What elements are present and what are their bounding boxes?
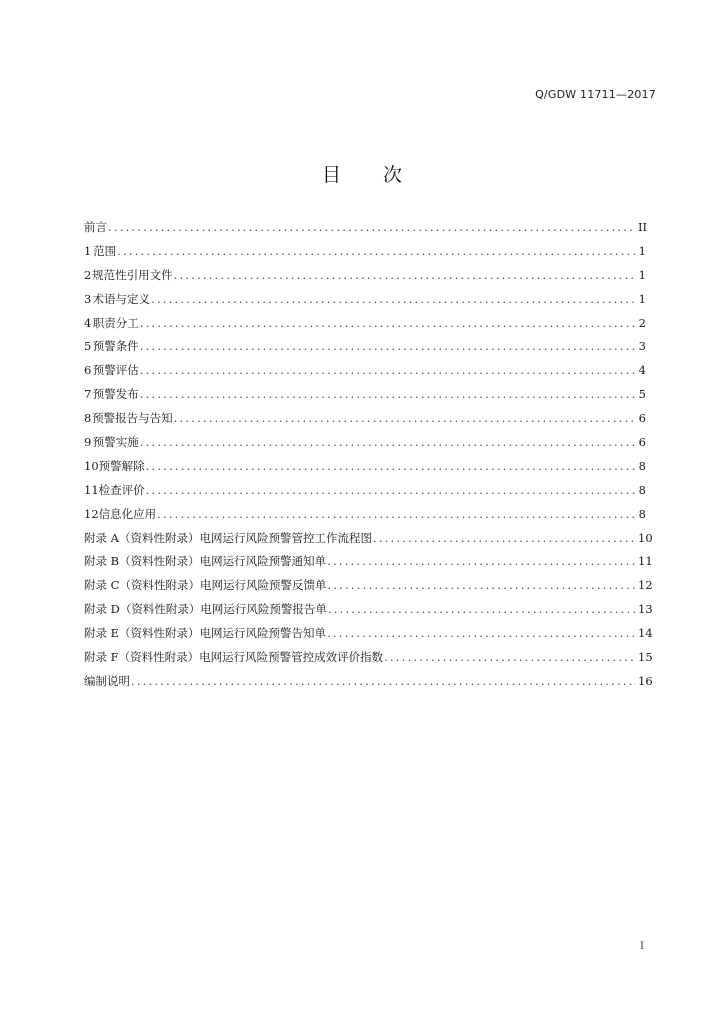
toc-leader	[327, 554, 636, 568]
toc-entry-number: 附录 D（资料性附录）	[84, 602, 201, 617]
toc-entry-3[interactable]	[84, 291, 646, 315]
toc-entry-label: 编制说明	[84, 673, 130, 688]
toc-entry-label: 电网运行风险预警管控工作流程图	[199, 530, 372, 545]
document-code: Q/GDW 11711—2017	[535, 88, 656, 101]
toc-leader	[384, 650, 636, 664]
toc-leader	[174, 268, 636, 282]
toc-entry-number: 8	[84, 411, 92, 426]
toc-entry-number: 附录 C（资料性附录）	[84, 578, 200, 593]
toc-entry-label: 预警条件	[92, 339, 139, 354]
toc-entry-page: 8	[638, 506, 646, 521]
toc-leader	[157, 507, 636, 521]
toc-entry-page: 3	[638, 339, 646, 354]
toc-entry-label: 电网运行风险预警反馈单	[199, 578, 327, 593]
toc-entry-page: 1	[638, 267, 646, 282]
toc-title-left: 目	[321, 164, 341, 186]
toc-entry-page: 5	[638, 387, 646, 402]
toc-entry-page: 8	[638, 458, 646, 473]
toc-entry-label: 术语与定义	[92, 291, 151, 306]
toc-entry-label: 检查评价	[98, 482, 145, 497]
toc-entry-page: 12	[638, 578, 653, 593]
toc-entry-number: 9	[84, 435, 92, 450]
toc-title	[0, 160, 724, 187]
toc-leader	[174, 411, 636, 425]
toc-entry-page: 4	[638, 363, 646, 378]
toc-entry-label: 预警实施	[92, 435, 139, 450]
toc-entry-4[interactable]	[84, 315, 646, 339]
toc-entry-page: 2	[638, 315, 646, 330]
toc-entry-appendix-f[interactable]	[84, 649, 653, 673]
toc-entry-number: 附录 F（资料性附录）	[84, 650, 200, 665]
toc-leader	[151, 292, 636, 306]
toc-entry-appendix-e[interactable]	[84, 625, 653, 649]
toc-leader	[328, 602, 636, 616]
toc-entry-number: 2	[84, 267, 92, 282]
toc-entry-number: 7	[84, 387, 92, 402]
toc-entry-number: 11	[84, 482, 99, 497]
toc-leader	[140, 316, 636, 330]
toc-leader	[117, 244, 636, 258]
toc-entry-number: 附录 A（资料性附录）	[84, 530, 200, 545]
toc-entry-11[interactable]	[84, 482, 646, 506]
toc-leader	[327, 626, 636, 640]
toc-entry-label: 职责分工	[92, 315, 139, 330]
toc-entry-appendix-b[interactable]	[84, 553, 653, 577]
toc-entry-appendix-a[interactable]	[84, 530, 653, 554]
toc-entry-label: 预警解除	[98, 458, 145, 473]
toc-leader	[108, 220, 636, 234]
page-number: I	[640, 941, 644, 952]
toc-entry-page: 8	[638, 482, 646, 497]
toc-entry-number: 12	[84, 506, 99, 521]
toc-entry-label: 电网运行风险预警告知单	[199, 626, 327, 641]
toc-leader	[327, 578, 636, 592]
toc-entry-label: 电网运行风险预警报告单	[200, 602, 327, 617]
toc-leader	[146, 483, 636, 497]
toc-entry-9[interactable]	[84, 434, 646, 458]
toc-entry-1[interactable]	[84, 243, 646, 267]
toc-leader	[146, 459, 636, 473]
toc-entry-appendix-c[interactable]	[84, 577, 653, 601]
toc-entry-compilation-notes[interactable]	[84, 673, 653, 697]
toc-entry-label: 预警评估	[92, 363, 139, 378]
toc-entry-number: 附录 B（资料性附录）	[84, 554, 200, 569]
toc-entry-5[interactable]	[84, 338, 646, 362]
toc-entry-label: 规范性引用文件	[92, 267, 173, 282]
toc-entry-label: 电网运行风险预警通知单	[199, 554, 327, 569]
toc-entry-label: 信息化应用	[98, 506, 157, 521]
toc-entry-number: 1	[84, 243, 92, 258]
toc-entry-number: 附录 E（资料性附录）	[84, 626, 200, 641]
toc-entry-6[interactable]	[84, 362, 646, 386]
toc-entry-2[interactable]	[84, 267, 646, 291]
toc-entry-page: 6	[638, 435, 646, 450]
toc-entry-10[interactable]	[84, 458, 646, 482]
toc-entry-label: 预警发布	[92, 387, 139, 402]
toc-entry-appendix-d[interactable]	[84, 601, 653, 625]
toc-entry-page: 13	[638, 602, 653, 617]
toc-entry-number: 前	[84, 220, 96, 234]
toc-leader	[140, 387, 636, 401]
toc-entry-number: 3	[84, 291, 92, 306]
toc-entry-page: 6	[638, 411, 646, 426]
toc-entry-12[interactable]	[84, 506, 646, 530]
toc-entry-number: 10	[84, 458, 99, 473]
toc-leader	[140, 435, 636, 449]
toc-entry-label: 言	[95, 220, 107, 234]
toc-entry-page: 16	[638, 673, 653, 688]
toc-entry-preface[interactable]	[84, 219, 646, 243]
toc-entry-page: 14	[638, 626, 653, 641]
toc-entry-number: 4	[84, 315, 92, 330]
toc-leader	[140, 339, 636, 353]
toc-leader	[140, 363, 636, 377]
toc-entry-page: 1	[638, 291, 646, 306]
toc-title-right: 次	[383, 164, 403, 186]
toc-entry-page: II	[638, 220, 648, 234]
toc-entry-7[interactable]	[84, 386, 646, 410]
toc-entry-page: 10	[638, 530, 653, 545]
toc-entry-page: 11	[638, 554, 653, 569]
toc-leader	[373, 531, 636, 545]
toc-entry-page: 1	[638, 243, 646, 258]
toc-entry-number: 6	[84, 363, 92, 378]
toc-entry-page: 15	[638, 650, 653, 665]
toc-entry-label: 电网运行风险预警管控成效评价指数	[199, 650, 384, 665]
toc-entry-8[interactable]	[84, 410, 646, 434]
toc-leader	[131, 674, 636, 688]
toc-entry-label: 预警报告与告知	[92, 411, 173, 426]
toc-entry-number: 5	[84, 339, 92, 354]
table-of-contents	[84, 219, 653, 697]
toc-entry-label: 范围	[93, 243, 117, 258]
